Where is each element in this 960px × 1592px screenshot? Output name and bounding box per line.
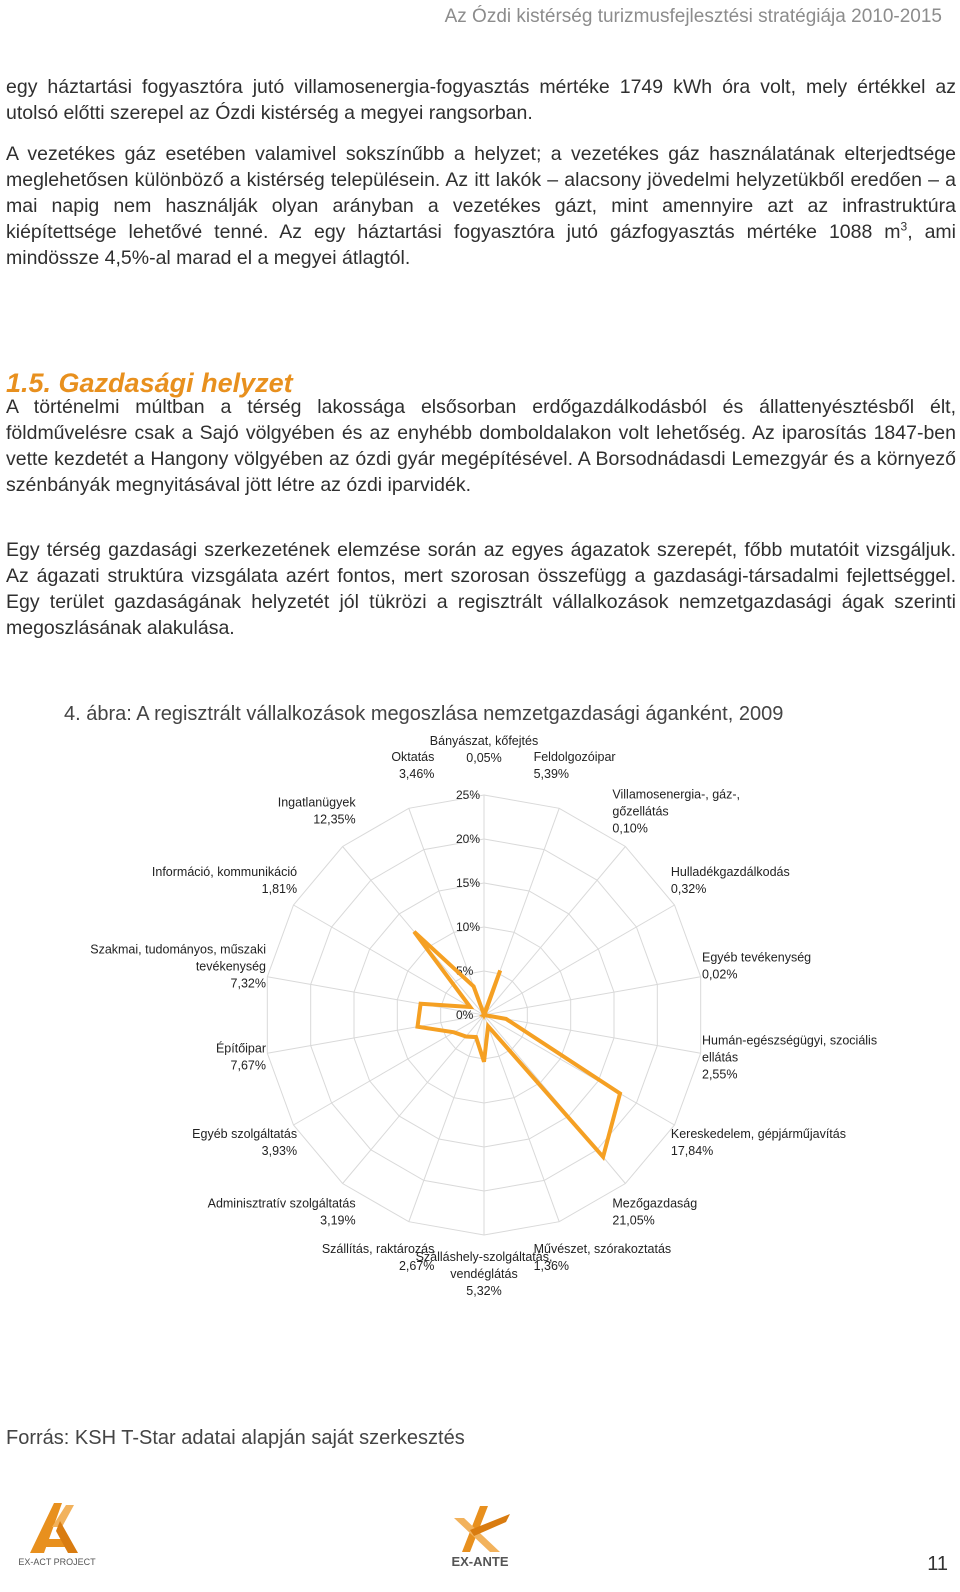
- radar-category-label: [208, 1197, 356, 1228]
- svg-text:Egyéb szolgáltatás3,93%: Egyéb szolgáltatás 3,93%: [192, 1127, 298, 1158]
- paragraph-gas: [6, 141, 956, 271]
- radar-category-label: [90, 943, 266, 991]
- radar-category-label: [534, 1242, 672, 1273]
- svg-text:Szállítás, raktározás2,67%: Szállítás, raktározás 2,67%: [321, 1242, 435, 1274]
- svg-text:Építőipar7,67%: Építőipar 7,67%: [215, 1041, 266, 1073]
- section-heading: 1.5. Gazdasági helyzet: [6, 368, 293, 398]
- ex-ante-logo: [440, 1502, 520, 1575]
- figure-caption: 4. ábra: A regisztrált vállalkozások megoszlása nemzetgazdasági áganként, 2009: [64, 703, 784, 725]
- radar-chart: [0, 734, 960, 1300]
- svg-text:Szakmai, tudományos, műszakite: Szakmai, tudományos, műszaki tevékenység 7,32%: [90, 942, 266, 991]
- svg-text:Feldolgozóipar5,39%: Feldolgozóipar 5,39%: [533, 749, 616, 781]
- radar-category-label: [430, 734, 538, 765]
- svg-text:Egyéb tevékenység0,02%: Egyéb tevékenység 0,02%: [702, 950, 812, 982]
- svg-text:Humán-egészségügyi, szociálise: Humán-egészségügyi, szociális ellátás 2,55%: [702, 1033, 878, 1082]
- radar-category-label: [671, 865, 790, 896]
- paragraph-history: A történelmi múltban a térség lakossága elsősorban erdőgazdálkodásból és állattenyésztésből élt, földművelésre csak a Sajó völgyében és az enyhébb domboldalakon volt lehetőség. Az iparosítás 1847-ben vette kezdetét a Hangony völgyében az ózdi gyár megépítésével. A Borsodnádasdi Lemezgyár és a környező szénbányák megnyitásával jött létre az ózdi iparvidék.: [6, 396, 956, 496]
- radar-tick-label: 5%: [456, 964, 474, 978]
- radar-category-label: [612, 787, 740, 835]
- paragraph-gas-text: A vezetékes gáz esetében valamivel sokszínűbb a helyzet; a vezetékes gáz használatának elterjedtsége meglehetősen különböző a kistérség településein. Az itt lakók – alacsony jövedelmi helyzetükből eredően – a mai napig nem használják olyan arányban a vezetékes gázt, mint amennyire azt az infrastruktúra kiépítettsége lehetővé tenné. Az egy háztartási fogyasztóra jutó gázfogyasztás mértéke 1088 m: [6, 143, 956, 243]
- radar-category-label: [152, 865, 297, 896]
- paragraph-electricity: egy háztartási fogyasztóra jutó villamosenergia-fogyasztás mértéke 1749 kWh óra volt, mely értékkel az utolsó előtti szerepel az Ózdi kistérség a megyei rangsorban.: [6, 76, 956, 124]
- radar-tick-label: 0%: [456, 1008, 474, 1022]
- exact-logo-text: EX-ACT PROJECT: [18, 1557, 96, 1567]
- radar-category-label: [534, 750, 616, 781]
- radar-category-label: [391, 750, 434, 781]
- source-note: Forrás: KSH T-Star adatai alapján saját szerkesztés: [6, 1427, 465, 1449]
- radar-spoke: [409, 1015, 484, 1222]
- radar-tick-label: 10%: [456, 920, 481, 934]
- radar-category-label: [216, 1041, 266, 1073]
- exante-logo-text: EX-ANTE: [451, 1554, 509, 1569]
- svg-text:Művészet, szórakoztatás1,36%: Művészet, szórakoztatás 1,36%: [533, 1242, 672, 1274]
- svg-text:Villamosenergia-, gáz-,gőzellá: Villamosenergia-, gáz-, gőzellátás 0,10%: [612, 787, 741, 836]
- radar-category-label: [702, 1034, 877, 1082]
- radar-tick-label: 15%: [456, 876, 481, 890]
- svg-text:Bányászat, kőfejtés0,05%: Bányászat, kőfejtés 0,05%: [429, 734, 539, 765]
- svg-text:Adminisztratív szolgáltatás3,1: Adminisztratív szolgáltatás 3,19%: [207, 1196, 356, 1228]
- svg-text:Hulladékgazdálkodás0,32%: Hulladékgazdálkodás 0,32%: [670, 865, 790, 896]
- radar-category-label: [671, 1127, 846, 1158]
- svg-text:Ingatlanügyek12,35%: Ingatlanügyek 12,35%: [277, 795, 356, 827]
- radar-category-label: [416, 1250, 553, 1298]
- header-title: Az Ózdi kistérség turizmusfejlesztési stratégiája 2010-2015: [444, 6, 942, 27]
- paragraph-structure: Egy térség gazdasági szerkezetének elemzése során az egyes ágazatok szerepét, főbb mutatóit vizsgáljuk. Az ágazati struktúra vizsgálata azért fontos, mert szorosan összefügg a gazdasági-társadalmi fejlettséggel. Egy terület gazdaságának helyzetét jól tükrözi a regisztrált vállalkozások nemzetgazdasági ágak szerinti megoszlásának alakulása.: [6, 539, 956, 639]
- radar-category-label: [612, 1197, 697, 1228]
- svg-text:Mezőgazdaság21,05%: Mezőgazdaság 21,05%: [612, 1196, 698, 1228]
- exact-project-logo: [18, 1497, 96, 1572]
- radar-tick-label: 25%: [456, 788, 481, 802]
- radar-tick-labels: [456, 788, 480, 1022]
- cubic-superscript: 3: [900, 219, 908, 234]
- radar-category-label: [192, 1127, 297, 1158]
- paragraph-gas-end: , ami mindössze 4,5%-al marad el a megyei átlagtól.: [6, 221, 957, 269]
- page-number: 11: [927, 1553, 948, 1575]
- svg-text:Oktatás3,46%: Oktatás 3,46%: [391, 749, 435, 781]
- svg-text:Szálláshely-szolgáltatás,vendé: Szálláshely-szolgáltatás, vendéglátás 5,32%: [415, 1250, 553, 1298]
- radar-category-label: [278, 795, 357, 826]
- radar-tick-label: 20%: [456, 832, 481, 846]
- svg-text:Információ, kommunikáció1,81%: Információ, kommunikáció 1,81%: [151, 865, 298, 896]
- radar-category-label: [702, 951, 811, 982]
- svg-text:Kereskedelem, gépjárműjavítás1: Kereskedelem, gépjárműjavítás 17,84%: [670, 1127, 846, 1158]
